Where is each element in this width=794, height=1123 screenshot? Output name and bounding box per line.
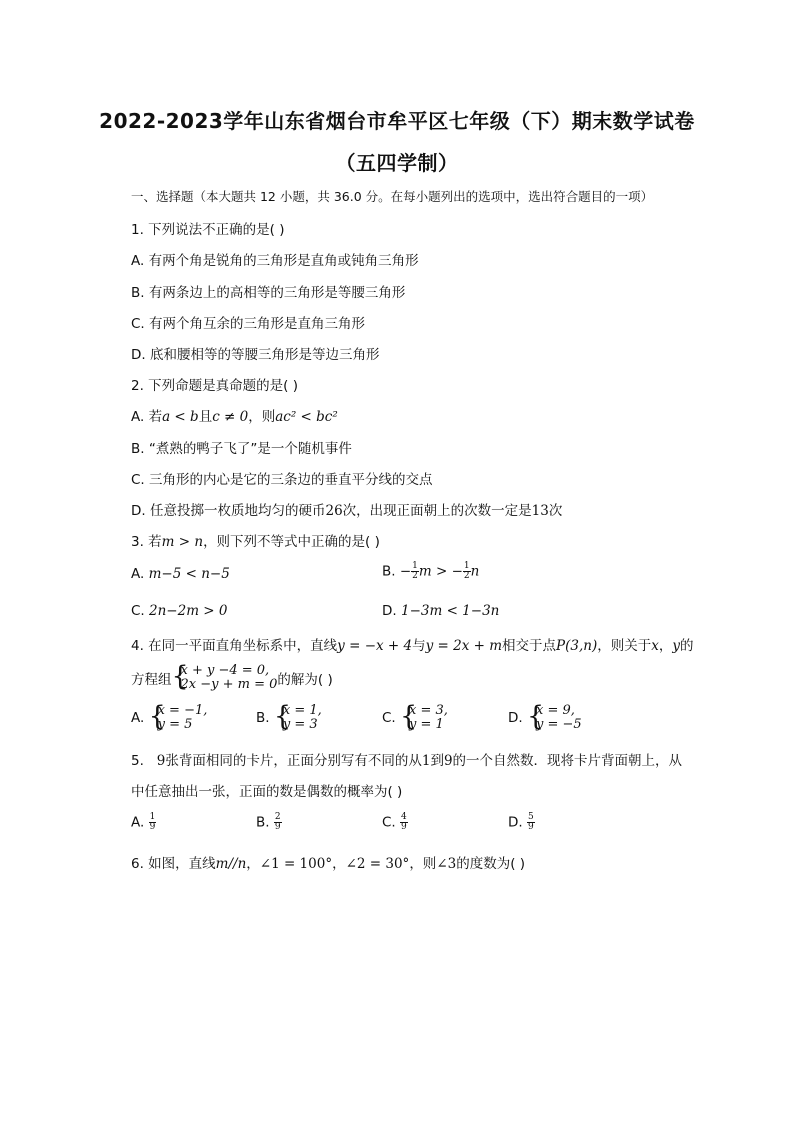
number: 1: [421, 753, 431, 769]
text: ，: [332, 856, 346, 872]
equation-1: x = 9,: [535, 703, 575, 718]
option-label: A.: [131, 710, 145, 726]
question-3-option-b: [382, 562, 479, 581]
question-1-option-b: B. 有两条边上的高相等的三角形是等腰三角形: [131, 285, 406, 301]
question-5-option-a: [131, 813, 156, 832]
solution-system: [526, 701, 582, 732]
equation-2: y = 5: [157, 717, 193, 732]
brace-icon: {: [526, 701, 545, 732]
text: 张背面相同的卡片，正面分别写有不同的从: [165, 753, 422, 769]
text: ，则关于: [597, 638, 652, 654]
denominator: 2: [463, 571, 470, 581]
text: 4. 在同一平面直角坐标系中，直线: [131, 638, 338, 654]
math: n: [470, 563, 480, 580]
fraction: [463, 562, 471, 581]
text: 6. 如图，直线: [131, 856, 216, 872]
question-2-stem: 2. 下列命题是真命题的是( ): [131, 378, 298, 394]
math: 1−3m < 1−3n: [400, 603, 500, 619]
brace-icon: {: [171, 661, 189, 692]
option-label: D.: [508, 710, 523, 726]
fraction: [274, 813, 282, 832]
math: y: [672, 638, 680, 654]
question-5-stem-line1: [131, 749, 682, 769]
math: 2n−2m > 0: [149, 603, 228, 619]
text: 的: [680, 638, 694, 654]
question-2-option-c: C. 三角形的内心是它的三条边的垂直平分线的交点: [131, 472, 433, 488]
equation-1: x = 1,: [282, 703, 322, 718]
equation-1: x = −1,: [157, 703, 208, 718]
option-label: B.: [256, 710, 270, 726]
fraction: [149, 813, 157, 832]
question-5-option-b: [256, 813, 282, 832]
math: y = 2x + m: [425, 638, 503, 654]
math: c ≠ 0: [212, 409, 249, 425]
option-label: C.: [382, 710, 396, 726]
question-3-option-d: [382, 603, 499, 619]
solution-system: [400, 701, 448, 732]
text: 的度数为( ): [456, 856, 526, 872]
numerator: 2: [274, 812, 281, 822]
question-3-stem: [131, 530, 380, 550]
number: 13: [531, 503, 549, 519]
math: ac² < bc²: [275, 409, 338, 425]
math: y = −x + 4: [337, 638, 413, 654]
question-3-option-c: [131, 603, 227, 619]
equation-2: y = −5: [535, 717, 582, 732]
denominator: 2: [412, 571, 418, 581]
number: 9: [443, 753, 453, 769]
text: 次，出现正面朝上的次数一定是: [342, 503, 532, 519]
brace-icon: {: [400, 701, 418, 732]
option-label: B.: [382, 563, 396, 580]
equation-2: y = 3: [282, 717, 318, 732]
math: m//n: [215, 856, 247, 872]
exam-subtitle: （五四学制）: [335, 151, 459, 175]
text: ，则: [409, 856, 437, 872]
number: 9: [156, 753, 166, 769]
question-4-option-c: [382, 701, 448, 732]
text: 次: [548, 503, 563, 519]
math: a < b: [162, 409, 199, 425]
question-5-option-c: [382, 813, 408, 832]
option-label: B.: [256, 814, 270, 831]
math: ∠1 = 100°: [259, 856, 333, 872]
brace-icon: {: [273, 701, 292, 732]
exam-title: 2022-2023学年山东省烟台市牟平区七年级（下）期末数学试卷: [99, 109, 695, 133]
numerator: 1: [149, 812, 156, 822]
text: 到: [430, 753, 444, 769]
question-5-option-d: [508, 813, 535, 832]
question-1-option-a: A. 有两个角是锐角的三角形是直角或钝角三角形: [131, 253, 419, 269]
fraction: [527, 813, 535, 832]
question-1-stem: 1. 下列说法不正确的是( ): [131, 222, 285, 238]
numerator: 4: [401, 812, 407, 822]
equation-1: x = 3,: [409, 703, 448, 718]
question-4-option-b: [256, 701, 322, 732]
text: 与: [412, 638, 426, 654]
text: 方程组: [131, 672, 172, 688]
option-label: C.: [131, 603, 145, 619]
text: 5.: [131, 753, 157, 769]
denominator: 9: [401, 822, 407, 832]
text: ，则: [248, 409, 276, 425]
text: 的解为( ): [277, 672, 333, 688]
question-4-stem: [131, 634, 694, 654]
text: 3. 若: [131, 534, 162, 550]
question-4-system: [131, 661, 333, 692]
numerator: 1: [463, 561, 470, 571]
section-heading: 一、选择题（本大题共 12 小题，共 36.0 分。在每小题列出的选项中，选出符合题目的一项）: [131, 189, 654, 204]
denominator: 9: [274, 822, 281, 832]
brace-icon: {: [148, 701, 166, 732]
question-4-option-d: [508, 701, 582, 732]
math: P(3,n): [556, 638, 598, 654]
math: ∠3: [436, 856, 457, 872]
math: m > n: [161, 534, 204, 550]
text: 且: [198, 409, 213, 425]
math: m > −: [418, 563, 463, 580]
text: ，: [246, 856, 260, 872]
question-4-option-a: [131, 701, 208, 732]
equation-system: [171, 661, 278, 692]
question-1-option-d: D. 底和腰相等的等腰三角形是等边三角形: [131, 347, 380, 363]
denominator: 9: [149, 822, 156, 832]
denominator: 9: [527, 822, 534, 832]
numerator: 5: [527, 812, 534, 822]
text: 相交于点: [502, 638, 557, 654]
text: ，则下列不等式中正确的是( ): [203, 534, 380, 550]
option-label: D.: [508, 814, 523, 831]
math: −: [399, 563, 412, 580]
equation-2: y = 1: [409, 717, 444, 732]
option-label: A.: [131, 814, 145, 831]
question-2-option-d: [131, 499, 562, 519]
text: A. 若: [131, 409, 163, 425]
text: ，: [658, 638, 673, 654]
question-2-option-b: B. “煮熟的鸭子飞了”是一个随机事件: [131, 441, 352, 457]
question-3-option-a: [131, 566, 230, 582]
question-2-option-a: [131, 405, 338, 425]
equation-1: x + y −4 = 0,: [180, 663, 270, 678]
option-label: D.: [382, 603, 397, 619]
math: m−5 < n−5: [148, 566, 230, 582]
text: 的一个自然数．现将卡片背面朝上，从: [452, 753, 683, 769]
math: x: [651, 638, 659, 654]
question-6-stem: [131, 852, 525, 872]
fraction: [400, 813, 408, 832]
math: ∠2 = 30°: [345, 856, 410, 872]
option-label: C.: [382, 814, 396, 831]
equation-2: 2x −y + m = 0: [180, 677, 278, 692]
text: D. 任意投掷一枚质地均匀的硬币: [131, 503, 326, 519]
numerator: 1: [412, 561, 418, 571]
question-1-option-c: C. 有两个角互余的三角形是直角三角形: [131, 316, 366, 332]
fraction: [411, 562, 419, 581]
solution-system: [148, 701, 208, 732]
number: 26: [325, 503, 343, 519]
solution-system: [273, 701, 322, 732]
question-5-stem-line2: 中任意抽出一张，正面的数是偶数的概率为( ): [131, 784, 403, 800]
option-label: A.: [131, 566, 145, 582]
